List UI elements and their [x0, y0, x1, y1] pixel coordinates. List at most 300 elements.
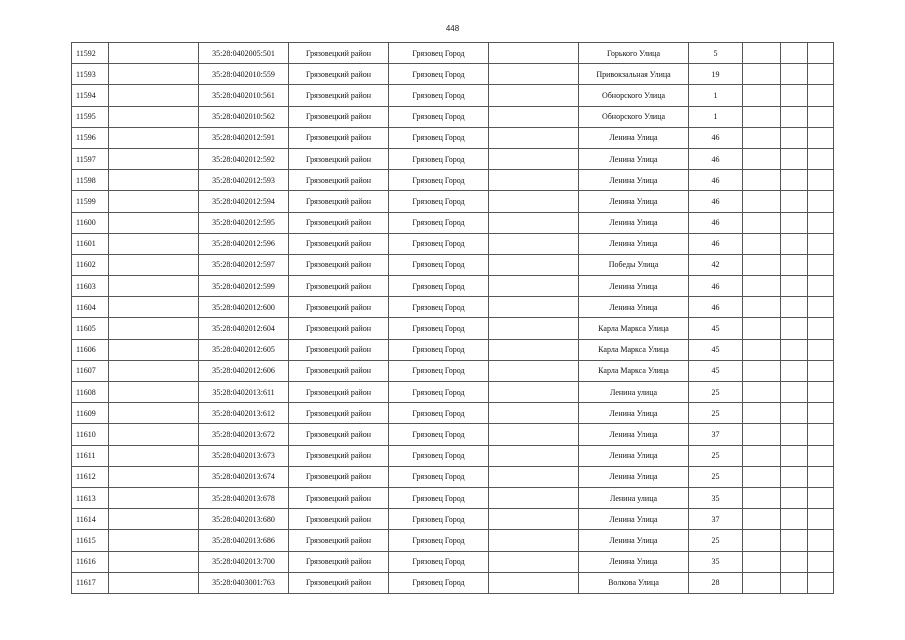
- row-number-cell: 11598: [72, 170, 109, 191]
- empty-cell: [808, 127, 834, 148]
- street-cell: Привокзальная Улица: [579, 64, 689, 85]
- empty-cell: [743, 85, 781, 106]
- empty-cell: [808, 318, 834, 339]
- empty-cell: [489, 85, 579, 106]
- table-row: [72, 382, 834, 403]
- empty-cell: [743, 318, 781, 339]
- empty-cell: [109, 445, 199, 466]
- district-cell: Грязовецкий район: [289, 254, 389, 275]
- empty-cell: [743, 148, 781, 169]
- house-number-cell: 45: [689, 360, 743, 381]
- empty-cell: [109, 170, 199, 191]
- cadastral-number-cell: 35:28:0402012:605: [199, 339, 289, 360]
- house-number-cell: 46: [689, 127, 743, 148]
- cadastral-number-cell: 35:28:0402012:597: [199, 254, 289, 275]
- empty-cell: [489, 572, 579, 593]
- empty-cell: [743, 530, 781, 551]
- empty-cell: [109, 297, 199, 318]
- house-number-cell: 25: [689, 466, 743, 487]
- empty-cell: [109, 148, 199, 169]
- row-number-cell: 11615: [72, 530, 109, 551]
- row-number-cell: 11592: [72, 43, 109, 64]
- cadastral-number-cell: 35:28:0402012:594: [199, 191, 289, 212]
- district-cell: Грязовецкий район: [289, 191, 389, 212]
- empty-cell: [489, 43, 579, 64]
- empty-cell: [109, 85, 199, 106]
- empty-cell: [743, 297, 781, 318]
- empty-cell: [489, 106, 579, 127]
- street-cell: Карла Маркса Улица: [579, 339, 689, 360]
- empty-cell: [743, 276, 781, 297]
- street-cell: Ленина Улица: [579, 170, 689, 191]
- house-number-cell: 46: [689, 212, 743, 233]
- table-row: [72, 466, 834, 487]
- cadastral-number-cell: 35:28:0402013:674: [199, 466, 289, 487]
- district-cell: Грязовецкий район: [289, 403, 389, 424]
- empty-cell: [808, 148, 834, 169]
- cadastral-number-cell: 35:28:0403001:763: [199, 572, 289, 593]
- empty-cell: [743, 551, 781, 572]
- city-cell: Грязовец Город: [389, 43, 489, 64]
- empty-cell: [743, 254, 781, 275]
- house-number-cell: 35: [689, 551, 743, 572]
- empty-cell: [109, 551, 199, 572]
- row-number-cell: 11617: [72, 572, 109, 593]
- row-number-cell: 11597: [72, 148, 109, 169]
- district-cell: Грязовецкий район: [289, 85, 389, 106]
- cadastral-number-cell: 35:28:0402013:680: [199, 509, 289, 530]
- district-cell: Грязовецкий район: [289, 509, 389, 530]
- district-cell: Грязовецкий район: [289, 318, 389, 339]
- empty-cell: [808, 424, 834, 445]
- page-number: 448: [445, 24, 460, 33]
- empty-cell: [109, 212, 199, 233]
- street-cell: Ленина Улица: [579, 530, 689, 551]
- row-number-cell: 11603: [72, 276, 109, 297]
- house-number-cell: 42: [689, 254, 743, 275]
- house-number-cell: 46: [689, 170, 743, 191]
- street-cell: Ленина Улица: [579, 466, 689, 487]
- empty-cell: [109, 106, 199, 127]
- house-number-cell: 45: [689, 318, 743, 339]
- empty-cell: [109, 339, 199, 360]
- empty-cell: [781, 276, 808, 297]
- cadastral-number-cell: 35:28:0402005:501: [199, 43, 289, 64]
- city-cell: Грязовец Город: [389, 276, 489, 297]
- district-cell: Грязовецкий район: [289, 487, 389, 508]
- street-cell: Ленина Улица: [579, 276, 689, 297]
- empty-cell: [808, 276, 834, 297]
- empty-cell: [808, 487, 834, 508]
- house-number-cell: 46: [689, 191, 743, 212]
- street-cell: Ленина Улица: [579, 233, 689, 254]
- empty-cell: [808, 551, 834, 572]
- street-cell: Карла Маркса Улица: [579, 318, 689, 339]
- empty-cell: [781, 403, 808, 424]
- empty-cell: [109, 403, 199, 424]
- table-row: [72, 339, 834, 360]
- table-row: [72, 403, 834, 424]
- table-row: [72, 212, 834, 233]
- empty-cell: [781, 487, 808, 508]
- empty-cell: [781, 212, 808, 233]
- row-number-cell: 11616: [72, 551, 109, 572]
- city-cell: Грязовец Город: [389, 297, 489, 318]
- house-number-cell: 35: [689, 487, 743, 508]
- row-number-cell: 11609: [72, 403, 109, 424]
- street-cell: Ленина Улица: [579, 403, 689, 424]
- empty-cell: [109, 43, 199, 64]
- cadastral-number-cell: 35:28:0402013:612: [199, 403, 289, 424]
- empty-cell: [781, 297, 808, 318]
- empty-cell: [489, 148, 579, 169]
- cadastral-number-cell: 35:28:0402012:606: [199, 360, 289, 381]
- city-cell: Грязовец Город: [389, 148, 489, 169]
- empty-cell: [109, 509, 199, 530]
- table-row: [72, 148, 834, 169]
- cadastral-number-cell: 35:28:0402010:559: [199, 64, 289, 85]
- empty-cell: [808, 466, 834, 487]
- table-row: [72, 487, 834, 508]
- empty-cell: [808, 254, 834, 275]
- empty-cell: [743, 466, 781, 487]
- empty-cell: [743, 403, 781, 424]
- empty-cell: [743, 445, 781, 466]
- row-number-cell: 11600: [72, 212, 109, 233]
- cadastral-number-cell: 35:28:0402012:595: [199, 212, 289, 233]
- city-cell: Грязовец Город: [389, 382, 489, 403]
- city-cell: Грязовец Город: [389, 487, 489, 508]
- district-cell: Грязовецкий район: [289, 297, 389, 318]
- house-number-cell: 37: [689, 509, 743, 530]
- house-number-cell: 1: [689, 106, 743, 127]
- empty-cell: [781, 445, 808, 466]
- empty-cell: [743, 170, 781, 191]
- table-row: [72, 276, 834, 297]
- registry-table: [71, 42, 834, 594]
- empty-cell: [781, 148, 808, 169]
- empty-cell: [743, 509, 781, 530]
- empty-cell: [489, 445, 579, 466]
- empty-cell: [109, 233, 199, 254]
- empty-cell: [489, 466, 579, 487]
- street-cell: Ленина Улица: [579, 551, 689, 572]
- empty-cell: [109, 487, 199, 508]
- empty-cell: [489, 297, 579, 318]
- row-number-cell: 11599: [72, 191, 109, 212]
- empty-cell: [489, 212, 579, 233]
- empty-cell: [781, 318, 808, 339]
- empty-cell: [489, 530, 579, 551]
- empty-cell: [489, 127, 579, 148]
- street-cell: Ленина Улица: [579, 148, 689, 169]
- district-cell: Грязовецкий район: [289, 148, 389, 169]
- house-number-cell: 25: [689, 403, 743, 424]
- table-row: [72, 445, 834, 466]
- city-cell: Грязовец Город: [389, 254, 489, 275]
- empty-cell: [743, 572, 781, 593]
- cadastral-number-cell: 35:28:0402013:700: [199, 551, 289, 572]
- empty-cell: [743, 191, 781, 212]
- empty-cell: [489, 403, 579, 424]
- street-cell: Ленина Улица: [579, 191, 689, 212]
- street-cell: Обнорского Улица: [579, 106, 689, 127]
- row-number-cell: 11610: [72, 424, 109, 445]
- city-cell: Грязовец Город: [389, 466, 489, 487]
- row-number-cell: 11612: [72, 466, 109, 487]
- cadastral-number-cell: 35:28:0402010:561: [199, 85, 289, 106]
- empty-cell: [743, 43, 781, 64]
- row-number-cell: 11602: [72, 254, 109, 275]
- empty-cell: [109, 466, 199, 487]
- empty-cell: [109, 254, 199, 275]
- empty-cell: [808, 403, 834, 424]
- table-row: [72, 191, 834, 212]
- empty-cell: [808, 530, 834, 551]
- empty-cell: [781, 466, 808, 487]
- table-row: [72, 106, 834, 127]
- cadastral-number-cell: 35:28:0402012:593: [199, 170, 289, 191]
- empty-cell: [781, 530, 808, 551]
- empty-cell: [808, 360, 834, 381]
- district-cell: Грязовецкий район: [289, 212, 389, 233]
- district-cell: Грязовецкий район: [289, 233, 389, 254]
- empty-cell: [781, 424, 808, 445]
- empty-cell: [808, 212, 834, 233]
- district-cell: Грязовецкий район: [289, 170, 389, 191]
- table-row: [72, 424, 834, 445]
- empty-cell: [781, 64, 808, 85]
- city-cell: Грязовец Город: [389, 212, 489, 233]
- row-number-cell: 11601: [72, 233, 109, 254]
- empty-cell: [808, 43, 834, 64]
- empty-cell: [743, 360, 781, 381]
- table-row: [72, 85, 834, 106]
- street-cell: Ленина Улица: [579, 127, 689, 148]
- empty-cell: [743, 424, 781, 445]
- empty-cell: [109, 64, 199, 85]
- table-row: [72, 509, 834, 530]
- empty-cell: [808, 106, 834, 127]
- city-cell: Грязовец Город: [389, 339, 489, 360]
- district-cell: Грязовецкий район: [289, 530, 389, 551]
- table-row: [72, 297, 834, 318]
- row-number-cell: 11614: [72, 509, 109, 530]
- cadastral-number-cell: 35:28:0402013:611: [199, 382, 289, 403]
- row-number-cell: 11613: [72, 487, 109, 508]
- empty-cell: [781, 233, 808, 254]
- empty-cell: [743, 339, 781, 360]
- cadastral-number-cell: 35:28:0402012:592: [199, 148, 289, 169]
- empty-cell: [808, 297, 834, 318]
- empty-cell: [781, 191, 808, 212]
- city-cell: Грязовец Город: [389, 551, 489, 572]
- empty-cell: [781, 339, 808, 360]
- cadastral-number-cell: 35:28:0402012:591: [199, 127, 289, 148]
- street-cell: Обнорского Улица: [579, 85, 689, 106]
- house-number-cell: 19: [689, 64, 743, 85]
- street-cell: Карла Маркса Улица: [579, 360, 689, 381]
- district-cell: Грязовецкий район: [289, 339, 389, 360]
- empty-cell: [743, 127, 781, 148]
- table-row: [72, 170, 834, 191]
- empty-cell: [489, 64, 579, 85]
- row-number-cell: 11593: [72, 64, 109, 85]
- empty-cell: [743, 106, 781, 127]
- house-number-cell: 45: [689, 339, 743, 360]
- empty-cell: [489, 170, 579, 191]
- empty-cell: [489, 551, 579, 572]
- street-cell: Ленина Улица: [579, 297, 689, 318]
- cadastral-number-cell: 35:28:0402013:686: [199, 530, 289, 551]
- empty-cell: [489, 276, 579, 297]
- city-cell: Грязовец Город: [389, 191, 489, 212]
- empty-cell: [808, 382, 834, 403]
- city-cell: Грязовец Город: [389, 85, 489, 106]
- house-number-cell: 37: [689, 424, 743, 445]
- city-cell: Грязовец Город: [389, 64, 489, 85]
- empty-cell: [489, 360, 579, 381]
- house-number-cell: 25: [689, 530, 743, 551]
- empty-cell: [109, 530, 199, 551]
- empty-cell: [781, 85, 808, 106]
- city-cell: Грязовец Город: [389, 572, 489, 593]
- row-number-cell: 11606: [72, 339, 109, 360]
- city-cell: Грязовец Город: [389, 170, 489, 191]
- empty-cell: [808, 339, 834, 360]
- empty-cell: [808, 509, 834, 530]
- empty-cell: [109, 318, 199, 339]
- district-cell: Грязовецкий район: [289, 43, 389, 64]
- table-row: [72, 318, 834, 339]
- cadastral-number-cell: 35:28:0402012:604: [199, 318, 289, 339]
- cadastral-number-cell: 35:28:0402012:600: [199, 297, 289, 318]
- empty-cell: [808, 64, 834, 85]
- city-cell: Грязовец Город: [389, 445, 489, 466]
- table-row: [72, 254, 834, 275]
- house-number-cell: 46: [689, 148, 743, 169]
- empty-cell: [743, 64, 781, 85]
- district-cell: Грязовецкий район: [289, 382, 389, 403]
- city-cell: Грязовец Город: [389, 106, 489, 127]
- house-number-cell: 5: [689, 43, 743, 64]
- row-number-cell: 11594: [72, 85, 109, 106]
- empty-cell: [808, 170, 834, 191]
- empty-cell: [743, 487, 781, 508]
- empty-cell: [109, 382, 199, 403]
- empty-cell: [489, 254, 579, 275]
- empty-cell: [781, 43, 808, 64]
- district-cell: Грязовецкий район: [289, 360, 389, 381]
- empty-cell: [808, 85, 834, 106]
- street-cell: Ленина Улица: [579, 424, 689, 445]
- empty-cell: [109, 424, 199, 445]
- street-cell: Победы Улица: [579, 254, 689, 275]
- empty-cell: [808, 445, 834, 466]
- cadastral-number-cell: 35:28:0402012:596: [199, 233, 289, 254]
- empty-cell: [781, 254, 808, 275]
- empty-cell: [489, 191, 579, 212]
- table-row: [72, 233, 834, 254]
- empty-cell: [109, 191, 199, 212]
- city-cell: Грязовец Город: [389, 233, 489, 254]
- empty-cell: [743, 382, 781, 403]
- table-row: [72, 360, 834, 381]
- city-cell: Грязовец Город: [389, 509, 489, 530]
- house-number-cell: 46: [689, 276, 743, 297]
- empty-cell: [109, 127, 199, 148]
- empty-cell: [781, 106, 808, 127]
- street-cell: Ленина Улица: [579, 509, 689, 530]
- row-number-cell: 11605: [72, 318, 109, 339]
- house-number-cell: 1: [689, 85, 743, 106]
- empty-cell: [808, 572, 834, 593]
- registry-body: [72, 43, 834, 594]
- house-number-cell: 46: [689, 233, 743, 254]
- empty-cell: [743, 212, 781, 233]
- street-cell: Ленина улица: [579, 382, 689, 403]
- street-cell: Ленина Улица: [579, 445, 689, 466]
- row-number-cell: 11595: [72, 106, 109, 127]
- empty-cell: [489, 382, 579, 403]
- empty-cell: [781, 170, 808, 191]
- table-row: [72, 572, 834, 593]
- table-row: [72, 551, 834, 572]
- house-number-cell: 28: [689, 572, 743, 593]
- district-cell: Грязовецкий район: [289, 572, 389, 593]
- city-cell: Грязовец Город: [389, 127, 489, 148]
- empty-cell: [781, 360, 808, 381]
- empty-cell: [781, 551, 808, 572]
- city-cell: Грязовец Город: [389, 318, 489, 339]
- city-cell: Грязовец Город: [389, 360, 489, 381]
- cadastral-number-cell: 35:28:0402013:678: [199, 487, 289, 508]
- empty-cell: [109, 360, 199, 381]
- cadastral-number-cell: 35:28:0402012:599: [199, 276, 289, 297]
- empty-cell: [489, 509, 579, 530]
- empty-cell: [781, 509, 808, 530]
- table-row: [72, 43, 834, 64]
- table-row: [72, 127, 834, 148]
- cadastral-number-cell: 35:28:0402013:672: [199, 424, 289, 445]
- empty-cell: [808, 233, 834, 254]
- district-cell: Грязовецкий район: [289, 424, 389, 445]
- row-number-cell: 11607: [72, 360, 109, 381]
- empty-cell: [489, 318, 579, 339]
- empty-cell: [808, 191, 834, 212]
- empty-cell: [489, 487, 579, 508]
- empty-cell: [781, 127, 808, 148]
- district-cell: Грязовецкий район: [289, 445, 389, 466]
- empty-cell: [781, 382, 808, 403]
- table-row: [72, 64, 834, 85]
- row-number-cell: 11608: [72, 382, 109, 403]
- district-cell: Грязовецкий район: [289, 106, 389, 127]
- empty-cell: [109, 572, 199, 593]
- empty-cell: [489, 233, 579, 254]
- table-row: [72, 530, 834, 551]
- city-cell: Грязовец Город: [389, 530, 489, 551]
- row-number-cell: 11611: [72, 445, 109, 466]
- district-cell: Грязовецкий район: [289, 551, 389, 572]
- district-cell: Грязовецкий район: [289, 127, 389, 148]
- row-number-cell: 11596: [72, 127, 109, 148]
- cadastral-number-cell: 35:28:0402010:562: [199, 106, 289, 127]
- empty-cell: [109, 276, 199, 297]
- street-cell: Ленина улица: [579, 487, 689, 508]
- street-cell: Ленина Улица: [579, 212, 689, 233]
- city-cell: Грязовец Город: [389, 424, 489, 445]
